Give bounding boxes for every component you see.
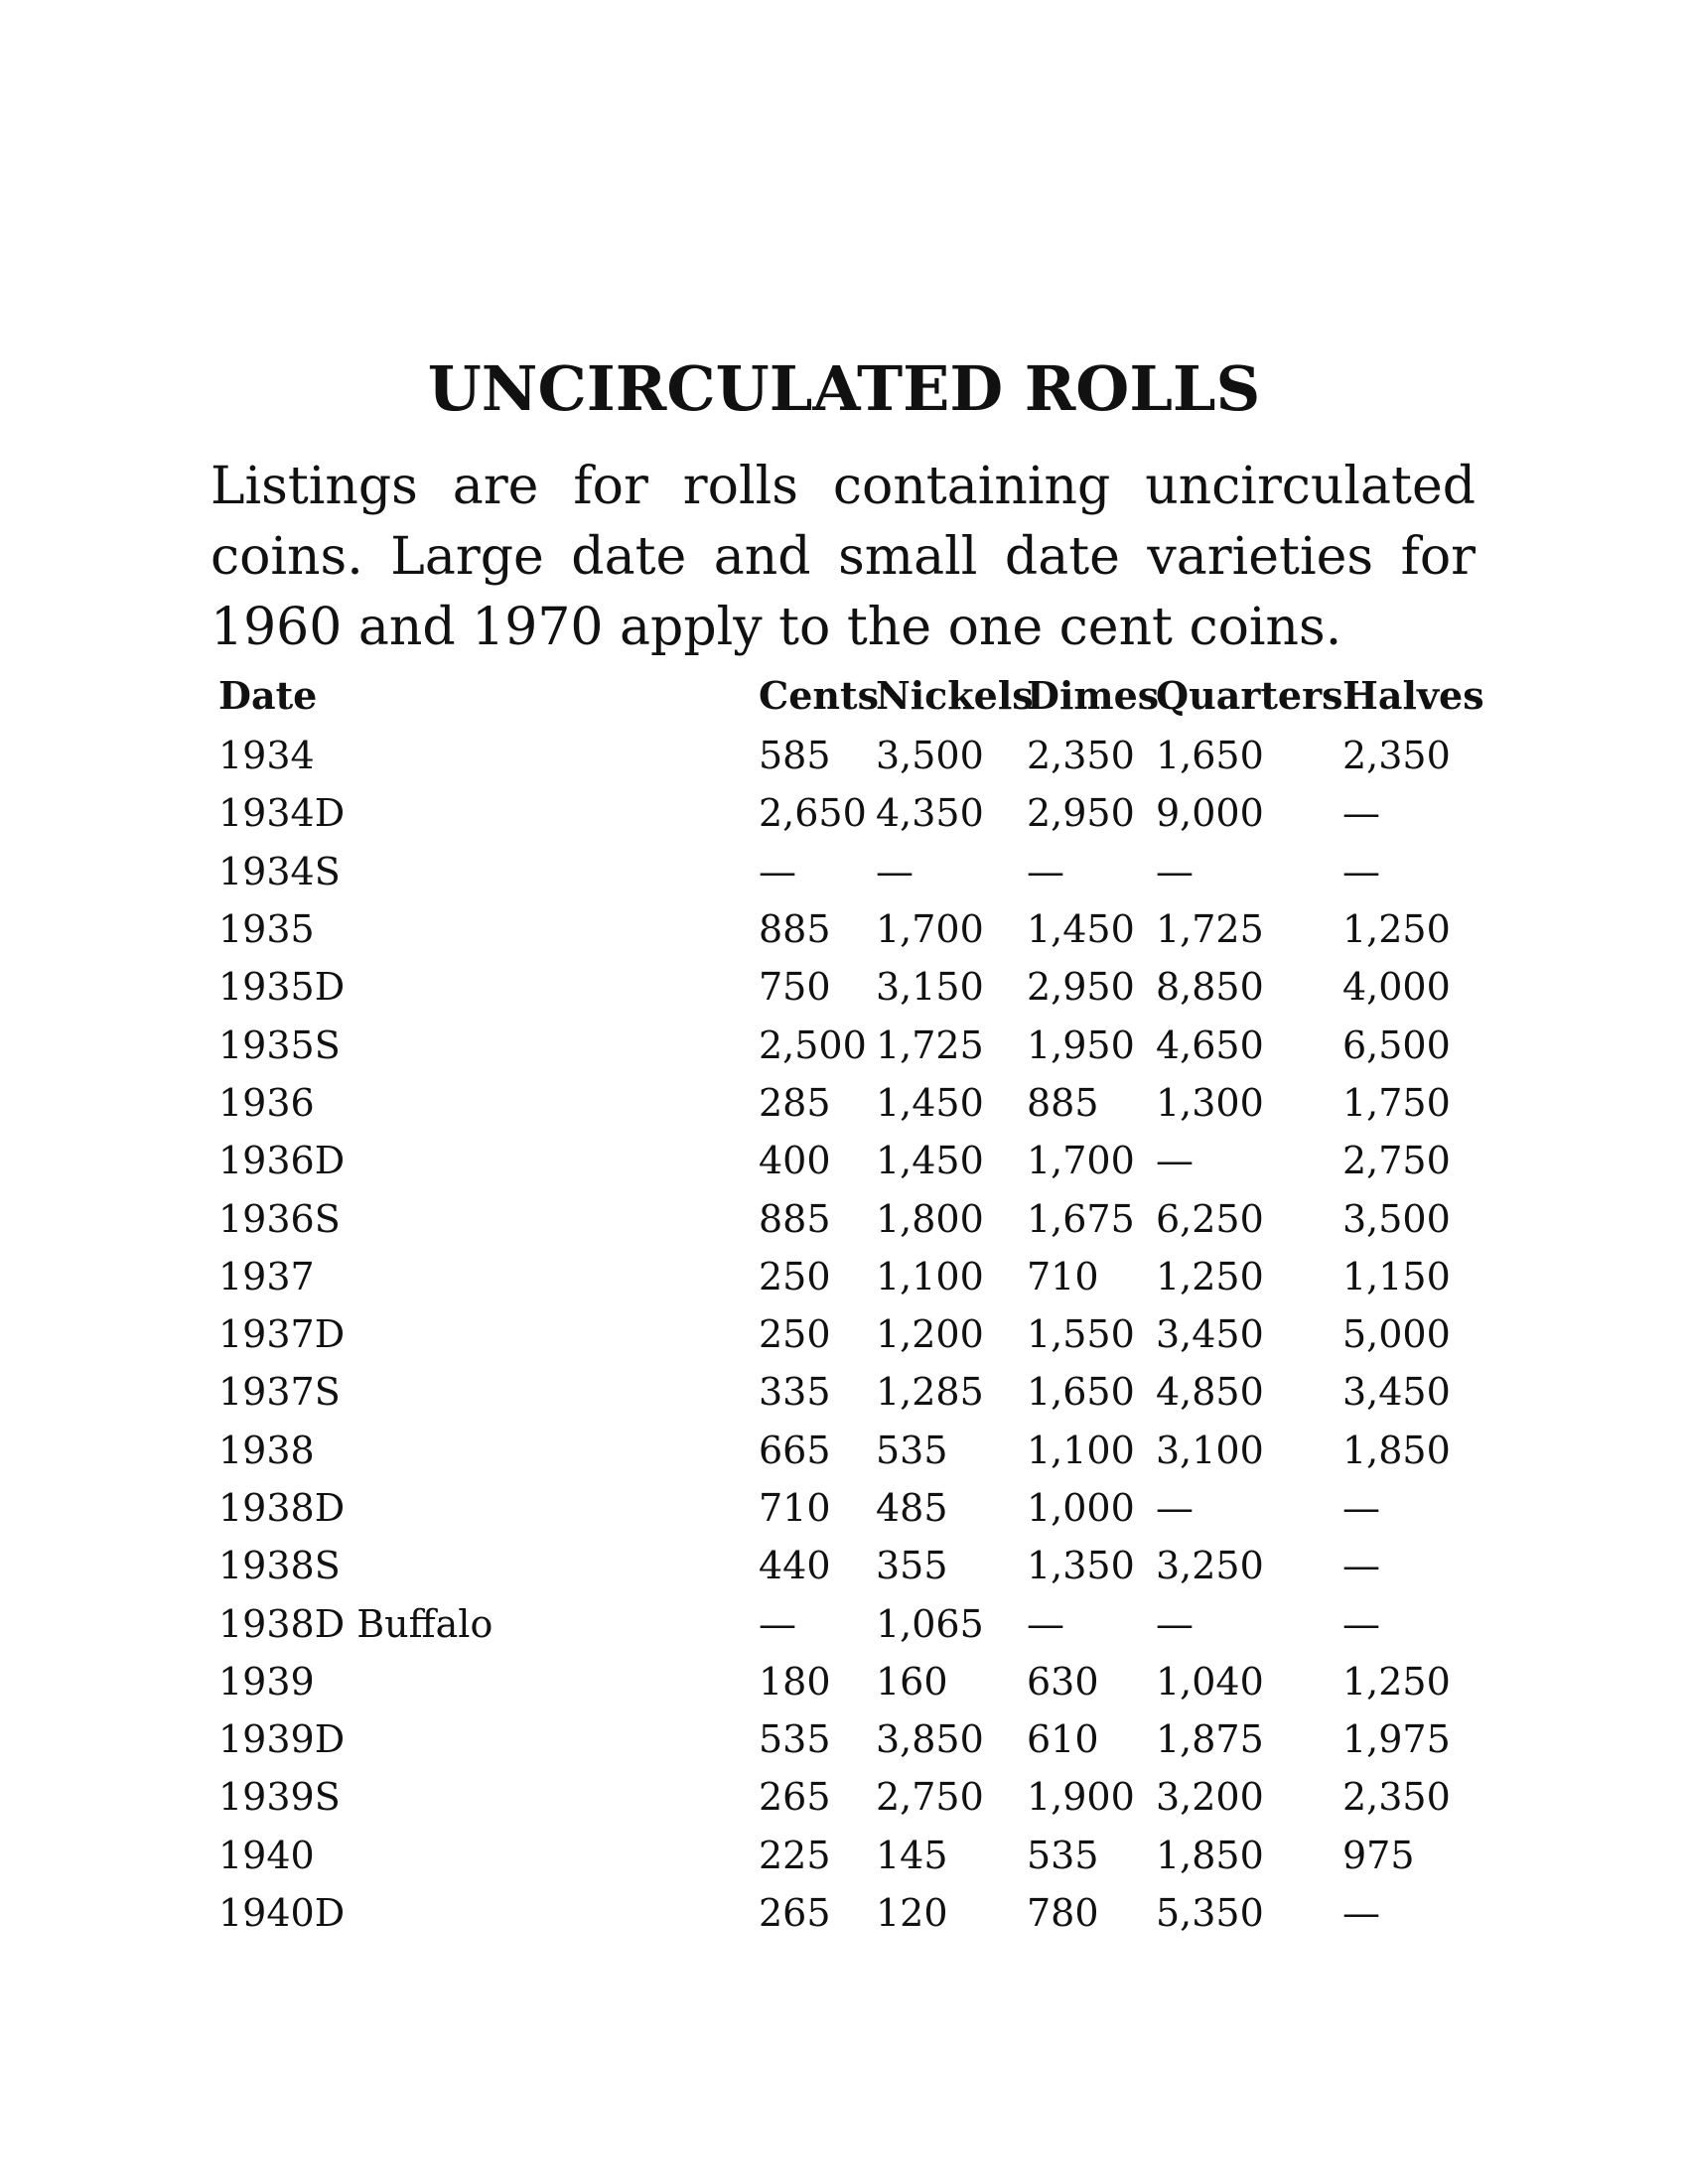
- date-cell: 1940: [218, 1833, 315, 1877]
- table-row: [211, 843, 1491, 900]
- date-cell: 1935S: [218, 1023, 341, 1067]
- nickels-cell: 1,100: [876, 1254, 984, 1298]
- halves-cell: —: [1342, 1891, 1380, 1936]
- header-dimes: Dimes: [1027, 672, 1160, 718]
- date-cell: 1937D: [218, 1312, 346, 1357]
- page-title: UNCIRCULATED ROLLS: [427, 352, 1261, 425]
- dimes-cell: 610: [1027, 1717, 1099, 1762]
- nickels-cell: 3,500: [876, 734, 984, 778]
- dimes-cell: 2,350: [1027, 734, 1135, 778]
- quarters-cell: 3,450: [1156, 1312, 1264, 1357]
- nickels-cell: 120: [876, 1891, 948, 1936]
- cents-cell: 180: [759, 1659, 831, 1704]
- halves-cell: 2,350: [1342, 1775, 1451, 1820]
- cents-cell: 885: [759, 907, 831, 952]
- cents-cell: 710: [759, 1486, 831, 1530]
- date-cell: 1938D Buffalo: [218, 1601, 493, 1646]
- halves-cell: —: [1342, 791, 1380, 836]
- cents-cell: 250: [759, 1312, 831, 1357]
- cents-cell: 2,500: [759, 1023, 867, 1067]
- date-cell: 1938D: [218, 1486, 346, 1530]
- intro-paragraph: Listings are for rolls containing uncirculated coins. Large date and small date varieties for 1960 and 1970 apply to the one cent coins.: [211, 457, 1476, 657]
- dimes-cell: 1,100: [1027, 1428, 1135, 1472]
- table-row: [211, 1074, 1491, 1132]
- date-cell: 1935D: [218, 965, 346, 1010]
- header-halves: Halves: [1342, 672, 1484, 718]
- header-date: Date: [218, 672, 318, 718]
- table-row: [211, 900, 1491, 958]
- dimes-cell: 1,675: [1027, 1196, 1135, 1241]
- table-row: [211, 1710, 1491, 1768]
- quarters-cell: 8,850: [1156, 965, 1264, 1010]
- nickels-cell: 160: [876, 1659, 948, 1704]
- nickels-cell: 1,700: [876, 907, 984, 952]
- nickels-cell: 1,725: [876, 1023, 984, 1067]
- dimes-cell: 1,350: [1027, 1544, 1135, 1588]
- nickels-cell: 535: [876, 1428, 948, 1472]
- table-row: [211, 1305, 1491, 1363]
- nickels-cell: 2,750: [876, 1775, 984, 1820]
- dimes-cell: 630: [1027, 1659, 1099, 1704]
- nickels-cell: 1,065: [876, 1601, 984, 1646]
- halves-cell: 2,750: [1342, 1139, 1451, 1183]
- quarters-cell: —: [1156, 1139, 1194, 1183]
- cents-cell: 2,650: [759, 791, 867, 836]
- halves-cell: 1,150: [1342, 1254, 1451, 1298]
- nickels-cell: 1,800: [876, 1196, 984, 1241]
- date-cell: 1940D: [218, 1891, 346, 1936]
- date-cell: 1934S: [218, 849, 341, 893]
- date-cell: 1936: [218, 1080, 315, 1125]
- cents-cell: 585: [759, 734, 831, 778]
- cents-cell: 535: [759, 1717, 831, 1762]
- halves-cell: 1,250: [1342, 1659, 1451, 1704]
- quarters-cell: 3,100: [1156, 1428, 1264, 1472]
- dimes-cell: 1,650: [1027, 1370, 1135, 1415]
- table-row: [211, 1363, 1491, 1421]
- date-cell: 1934D: [218, 791, 346, 836]
- quarters-cell: 3,250: [1156, 1544, 1264, 1588]
- cents-cell: 440: [759, 1544, 831, 1588]
- date-cell: 1939: [218, 1659, 315, 1704]
- date-cell: 1934: [218, 734, 315, 778]
- cents-cell: 665: [759, 1428, 831, 1472]
- date-cell: 1937: [218, 1254, 315, 1298]
- cents-cell: 265: [759, 1891, 831, 1936]
- dimes-cell: 1,700: [1027, 1139, 1135, 1183]
- halves-cell: —: [1342, 1601, 1380, 1646]
- date-cell: 1936D: [218, 1139, 346, 1183]
- table-row: [211, 1537, 1491, 1594]
- cents-cell: 285: [759, 1080, 831, 1125]
- table-row: [211, 1016, 1491, 1073]
- dimes-cell: 535: [1027, 1833, 1099, 1877]
- table-row: [211, 1248, 1491, 1305]
- dimes-cell: —: [1027, 1601, 1064, 1646]
- quarters-cell: 1,300: [1156, 1080, 1264, 1125]
- cents-cell: 225: [759, 1833, 831, 1877]
- cents-cell: 400: [759, 1139, 831, 1183]
- dimes-cell: 1,000: [1027, 1486, 1135, 1530]
- halves-cell: 975: [1342, 1833, 1415, 1877]
- halves-cell: 1,250: [1342, 907, 1451, 952]
- nickels-cell: 3,150: [876, 965, 984, 1010]
- table-row: [211, 1827, 1491, 1884]
- dimes-cell: 885: [1027, 1080, 1099, 1125]
- date-cell: 1936S: [218, 1196, 341, 1241]
- dimes-cell: 1,450: [1027, 907, 1135, 952]
- quarters-cell: —: [1156, 849, 1194, 893]
- halves-cell: —: [1342, 849, 1380, 893]
- date-cell: 1939D: [218, 1717, 346, 1762]
- cents-cell: 885: [759, 1196, 831, 1241]
- cents-cell: —: [759, 849, 796, 893]
- halves-cell: 4,000: [1342, 965, 1451, 1010]
- halves-cell: —: [1342, 1486, 1380, 1530]
- table-row: [211, 958, 1491, 1016]
- date-cell: 1935: [218, 907, 315, 952]
- quarters-cell: —: [1156, 1601, 1194, 1646]
- quarters-cell: 3,200: [1156, 1775, 1264, 1820]
- quarters-cell: 1,040: [1156, 1659, 1264, 1704]
- dimes-cell: 780: [1027, 1891, 1099, 1936]
- table-header-row: [211, 663, 1491, 727]
- halves-cell: 5,000: [1342, 1312, 1451, 1357]
- nickels-cell: 145: [876, 1833, 948, 1877]
- dimes-cell: 1,550: [1027, 1312, 1135, 1357]
- quarters-cell: 5,350: [1156, 1891, 1264, 1936]
- cents-cell: 265: [759, 1775, 831, 1820]
- table-row: [211, 784, 1491, 842]
- quarters-cell: 1,725: [1156, 907, 1264, 952]
- quarters-cell: 4,850: [1156, 1370, 1264, 1415]
- rolls-price-table: [211, 663, 1491, 1942]
- quarters-cell: 9,000: [1156, 791, 1264, 836]
- nickels-cell: 1,200: [876, 1312, 984, 1357]
- date-cell: 1938: [218, 1428, 315, 1472]
- cents-cell: 335: [759, 1370, 831, 1415]
- quarters-cell: 1,850: [1156, 1833, 1264, 1877]
- table-body: [211, 727, 1491, 1942]
- quarters-cell: 6,250: [1156, 1196, 1264, 1241]
- date-cell: 1937S: [218, 1370, 341, 1415]
- halves-cell: 1,750: [1342, 1080, 1451, 1125]
- table-row: [211, 1653, 1491, 1710]
- date-cell: 1938S: [218, 1544, 341, 1588]
- quarters-cell: 4,650: [1156, 1023, 1264, 1067]
- cents-cell: 250: [759, 1254, 831, 1298]
- dimes-cell: —: [1027, 849, 1064, 893]
- halves-cell: 3,450: [1342, 1370, 1451, 1415]
- quarters-cell: 1,875: [1156, 1717, 1264, 1762]
- header-quarters: Quarters: [1156, 672, 1343, 718]
- halves-cell: 2,350: [1342, 734, 1451, 778]
- table-row: [211, 1594, 1491, 1652]
- table-row: [211, 1132, 1491, 1189]
- nickels-cell: 485: [876, 1486, 948, 1530]
- dimes-cell: 2,950: [1027, 791, 1135, 836]
- quarters-cell: 1,250: [1156, 1254, 1264, 1298]
- halves-cell: 1,850: [1342, 1428, 1451, 1472]
- nickels-cell: 1,285: [876, 1370, 984, 1415]
- quarters-cell: 1,650: [1156, 734, 1264, 778]
- date-cell: 1939S: [218, 1775, 341, 1820]
- nickels-cell: 3,850: [876, 1717, 984, 1762]
- table-row: [211, 1422, 1491, 1479]
- nickels-cell: 1,450: [876, 1080, 984, 1125]
- dimes-cell: 710: [1027, 1254, 1099, 1298]
- quarters-cell: —: [1156, 1486, 1194, 1530]
- halves-cell: 1,975: [1342, 1717, 1451, 1762]
- cents-cell: —: [759, 1601, 796, 1646]
- cents-cell: 750: [759, 965, 831, 1010]
- table-row: [211, 1189, 1491, 1247]
- dimes-cell: 1,950: [1027, 1023, 1135, 1067]
- header-cents: Cents: [759, 672, 879, 718]
- halves-cell: 6,500: [1342, 1023, 1451, 1067]
- nickels-cell: 355: [876, 1544, 948, 1588]
- nickels-cell: 4,350: [876, 791, 984, 836]
- header-nickels: Nickels: [876, 672, 1034, 718]
- nickels-cell: 1,450: [876, 1139, 984, 1183]
- table-row: [211, 1768, 1491, 1826]
- table-row: [211, 1884, 1491, 1942]
- halves-cell: 3,500: [1342, 1196, 1451, 1241]
- nickels-cell: —: [876, 849, 914, 893]
- dimes-cell: 2,950: [1027, 965, 1135, 1010]
- table-row: [211, 727, 1491, 784]
- halves-cell: —: [1342, 1544, 1380, 1588]
- dimes-cell: 1,900: [1027, 1775, 1135, 1820]
- table-row: [211, 1479, 1491, 1537]
